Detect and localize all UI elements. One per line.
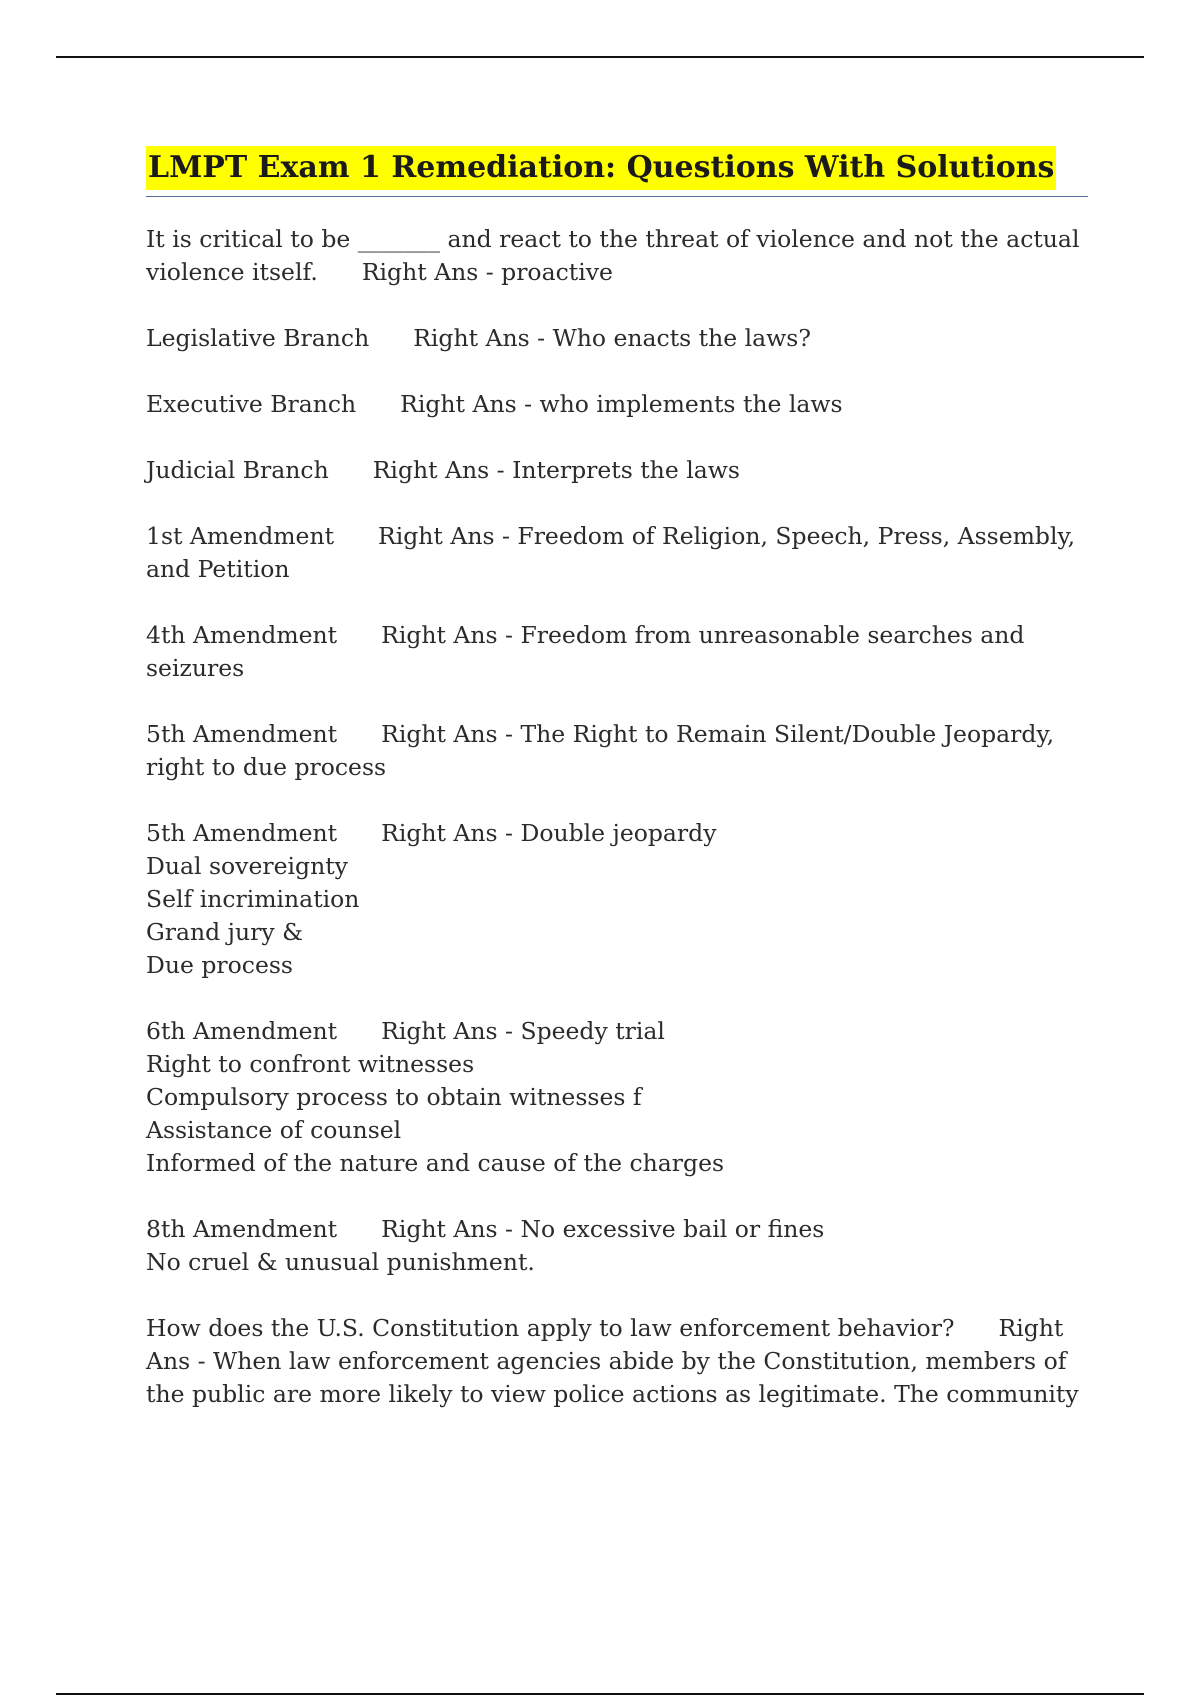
answer-line: Dual sovereignty	[146, 852, 348, 880]
document-title: LMPT Exam 1 Remediation: Questions With Solutions	[146, 146, 1056, 190]
question-text: Executive Branch	[146, 390, 357, 418]
qa-item	[146, 223, 1088, 289]
answer-text: Right Ans - The Right to Remain Silent/Double Jeopardy, right to due process	[146, 720, 1055, 781]
answer-text: Right Ans - Freedom of Religion, Speech, Press, Assembly, and Petition	[146, 522, 1076, 583]
question-text: 8th Amendment	[146, 1215, 338, 1243]
document-page	[146, 146, 1088, 1444]
answer-text: Right Ans - Speedy trial	[381, 1017, 665, 1045]
answer-line: No cruel & unusual punishment.	[146, 1248, 535, 1276]
qa-item	[146, 1015, 1088, 1180]
question-text: 5th Amendment	[146, 720, 338, 748]
qa-item	[146, 322, 1088, 355]
question-text: Legislative Branch	[146, 324, 370, 352]
answer-line: Assistance of counsel	[146, 1116, 402, 1144]
qa-list	[146, 223, 1088, 1411]
answer-text: Right Ans - Freedom from unreasonable searches and seizures	[146, 621, 1025, 682]
header-rule	[56, 56, 1144, 58]
qa-item	[146, 817, 1088, 982]
answer-text: Right Ans - When law enforcement agencies abide by the Constitution, members of the public are more likely to view police actions as legitimate. The community	[146, 1314, 1079, 1408]
answer-text: Right Ans - Interprets the laws	[372, 456, 740, 484]
qa-item	[146, 1312, 1088, 1411]
answer-text: Right Ans - No excessive bail or fines	[381, 1215, 825, 1243]
qa-item	[146, 454, 1088, 487]
answer-text: Right Ans - Who enacts the laws?	[413, 324, 811, 352]
question-text: 6th Amendment	[146, 1017, 338, 1045]
question-text: How does the U.S. Constitution apply to law enforcement behavior?	[146, 1314, 955, 1342]
answer-line: Due process	[146, 951, 293, 979]
qa-item	[146, 718, 1088, 784]
question-text: It is critical to be _______ and react to the threat of violence and not the actual violence itself.	[146, 225, 1080, 286]
title-block	[146, 146, 1088, 197]
answer-text: Right Ans - proactive	[361, 258, 613, 286]
question-text: 5th Amendment	[146, 819, 338, 847]
answer-text: Right Ans - Double jeopardy	[381, 819, 717, 847]
qa-item	[146, 619, 1088, 685]
question-text: Judicial Branch	[146, 456, 329, 484]
qa-item	[146, 520, 1088, 586]
qa-item	[146, 1213, 1088, 1279]
question-text: 4th Amendment	[146, 621, 338, 649]
answer-text: Right Ans - who implements the laws	[400, 390, 843, 418]
question-text: 1st Amendment	[146, 522, 335, 550]
answer-line: Self incrimination	[146, 885, 360, 913]
answer-line: Compulsory process to obtain witnesses f	[146, 1083, 642, 1111]
footer-rule	[56, 1693, 1144, 1695]
answer-line: Grand jury &	[146, 918, 303, 946]
answer-line: Right to confront witnesses	[146, 1050, 475, 1078]
answer-line: Informed of the nature and cause of the charges	[146, 1149, 725, 1177]
qa-item	[146, 388, 1088, 421]
